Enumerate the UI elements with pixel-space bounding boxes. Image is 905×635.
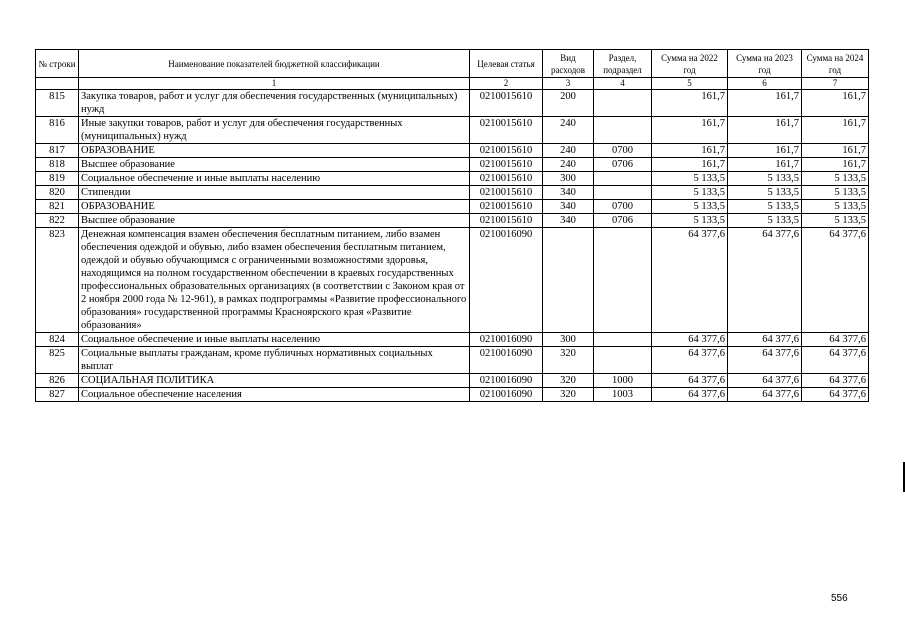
cell-sum-2022: 64 377,6 — [652, 374, 728, 388]
cell-sum-2022: 64 377,6 — [652, 388, 728, 402]
table-row — [36, 214, 869, 228]
cell-expense-type: 340 — [543, 214, 594, 228]
cell-sum-2024: 64 377,6 — [802, 347, 869, 374]
cell-expense-type: 240 — [543, 158, 594, 172]
cell-indicator-name: Социальное обеспечение и иные выплаты населению — [79, 333, 470, 347]
cell-row-number: 827 — [36, 388, 79, 402]
cell-expense-type: 300 — [543, 333, 594, 347]
cell-sum-2024: 161,7 — [802, 158, 869, 172]
table-row — [36, 228, 869, 333]
cell-indicator-name: Социальные выплаты гражданам, кроме публичных нормативных социальных выплат — [79, 347, 470, 374]
column-number-row — [36, 78, 869, 90]
cell-expense-type: 340 — [543, 186, 594, 200]
cell-row-number: 820 — [36, 186, 79, 200]
cell-target-article: 0210015610 — [470, 144, 543, 158]
cell-sum-2024: 5 133,5 — [802, 214, 869, 228]
cell-indicator-name: Иные закупки товаров, работ и услуг для обеспечения государственных (муниципальных) нужд — [79, 117, 470, 144]
cell-sum-2022: 64 377,6 — [652, 228, 728, 333]
cell-target-article: 0210016090 — [470, 374, 543, 388]
cell-target-article: 0210015610 — [470, 200, 543, 214]
cell-sum-2024: 5 133,5 — [802, 200, 869, 214]
cell-section: 0706 — [594, 214, 652, 228]
col-number: 7 — [802, 78, 869, 90]
cell-section: 0700 — [594, 144, 652, 158]
table-body — [36, 90, 869, 402]
col-header-expense-type: Вид расходов — [543, 50, 594, 78]
col-header-sum-2023: Сумма на 2023 год — [728, 50, 802, 78]
cell-sum-2023: 161,7 — [728, 90, 802, 117]
cell-sum-2023: 5 133,5 — [728, 214, 802, 228]
cell-indicator-name: ОБРАЗОВАНИЕ — [79, 144, 470, 158]
cell-sum-2023: 161,7 — [728, 144, 802, 158]
cell-expense-type: 320 — [543, 388, 594, 402]
table-row — [36, 333, 869, 347]
cell-target-article: 0210016090 — [470, 347, 543, 374]
cell-target-article: 0210016090 — [470, 228, 543, 333]
col-number: 2 — [470, 78, 543, 90]
cell-section: 0706 — [594, 158, 652, 172]
table-row — [36, 200, 869, 214]
budget-table — [35, 49, 869, 402]
cell-section — [594, 90, 652, 117]
cell-target-article: 0210015610 — [470, 172, 543, 186]
cell-sum-2023: 5 133,5 — [728, 200, 802, 214]
cell-sum-2024: 161,7 — [802, 144, 869, 158]
header-row — [36, 50, 869, 78]
cell-indicator-name: Закупка товаров, работ и услуг для обеспечения государственных (муниципальных) нужд — [79, 90, 470, 117]
table-row — [36, 144, 869, 158]
cell-sum-2024: 161,7 — [802, 90, 869, 117]
cell-target-article: 0210015610 — [470, 214, 543, 228]
cell-expense-type: 320 — [543, 347, 594, 374]
cell-target-article: 0210015610 — [470, 90, 543, 117]
cell-sum-2023: 5 133,5 — [728, 186, 802, 200]
cell-row-number: 815 — [36, 90, 79, 117]
col-header-name: Наименование показателей бюджетной классификации — [79, 50, 470, 78]
cell-sum-2023: 64 377,6 — [728, 333, 802, 347]
col-header-row-number: № строки — [36, 50, 79, 78]
cell-expense-type: 300 — [543, 172, 594, 186]
table-row — [36, 374, 869, 388]
cell-indicator-name: Стипендии — [79, 186, 470, 200]
cell-indicator-name: Социальное обеспечение населения — [79, 388, 470, 402]
cell-row-number: 826 — [36, 374, 79, 388]
cell-sum-2022: 161,7 — [652, 144, 728, 158]
cell-section — [594, 172, 652, 186]
cell-sum-2024: 5 133,5 — [802, 172, 869, 186]
cell-sum-2023: 64 377,6 — [728, 347, 802, 374]
cell-section: 1003 — [594, 388, 652, 402]
cell-sum-2023: 64 377,6 — [728, 228, 802, 333]
cell-row-number: 821 — [36, 200, 79, 214]
col-header-target: Целевая статья — [470, 50, 543, 78]
cell-section — [594, 186, 652, 200]
cell-sum-2022: 64 377,6 — [652, 333, 728, 347]
cell-indicator-name: Денежная компенсация взамен обеспечения бесплатным питанием, либо взамен обеспечения одеждой и обувью, либо взамен обеспечения бесплатным питанием, одеждой и обувью обучающимся с ограниченными возможностями здоровья, находящимся на полном государственном обеспечении в краевых государственных профессиональных образовательных организациях (в соответствии с Законом края от 2 ноября 2000 года № 12-961), в рамках подпрограммы «Развитие профессионального образования» государственной программы Красноярского края «Развитие образования» — [79, 228, 470, 333]
cell-expense-type: 200 — [543, 90, 594, 117]
table-row — [36, 172, 869, 186]
cell-sum-2022: 5 133,5 — [652, 214, 728, 228]
cell-target-article: 0210016090 — [470, 333, 543, 347]
cell-expense-type: 340 — [543, 200, 594, 214]
cell-sum-2022: 5 133,5 — [652, 200, 728, 214]
cell-row-number: 817 — [36, 144, 79, 158]
cell-sum-2023: 5 133,5 — [728, 172, 802, 186]
cell-row-number: 818 — [36, 158, 79, 172]
cell-target-article: 0210015610 — [470, 158, 543, 172]
cell-sum-2023: 161,7 — [728, 158, 802, 172]
cell-section — [594, 333, 652, 347]
cell-row-number: 824 — [36, 333, 79, 347]
cell-section — [594, 117, 652, 144]
col-header-sum-2024: Сумма на 2024 год — [802, 50, 869, 78]
col-number: 5 — [652, 78, 728, 90]
cell-sum-2022: 161,7 — [652, 158, 728, 172]
cell-sum-2022: 161,7 — [652, 117, 728, 144]
col-number: 6 — [728, 78, 802, 90]
cell-sum-2022: 5 133,5 — [652, 186, 728, 200]
cell-sum-2022: 161,7 — [652, 90, 728, 117]
cell-sum-2024: 5 133,5 — [802, 186, 869, 200]
cell-sum-2022: 5 133,5 — [652, 172, 728, 186]
cell-indicator-name: Высшее образование — [79, 214, 470, 228]
cell-indicator-name: Высшее образование — [79, 158, 470, 172]
cell-expense-type — [543, 228, 594, 333]
cell-sum-2024: 64 377,6 — [802, 388, 869, 402]
cell-target-article: 0210016090 — [470, 388, 543, 402]
cell-section: 0700 — [594, 200, 652, 214]
table-row — [36, 158, 869, 172]
col-number: 4 — [594, 78, 652, 90]
cell-sum-2023: 64 377,6 — [728, 374, 802, 388]
cell-row-number: 825 — [36, 347, 79, 374]
col-header-sum-2022: Сумма на 2022 год — [652, 50, 728, 78]
cell-target-article: 0210015610 — [470, 117, 543, 144]
table-row — [36, 117, 869, 144]
cell-sum-2022: 64 377,6 — [652, 347, 728, 374]
cell-row-number: 819 — [36, 172, 79, 186]
table-row — [36, 90, 869, 117]
col-header-section: Раздел, подраздел — [594, 50, 652, 78]
cell-sum-2023: 161,7 — [728, 117, 802, 144]
cell-sum-2024: 161,7 — [802, 117, 869, 144]
cell-row-number: 822 — [36, 214, 79, 228]
cell-target-article: 0210015610 — [470, 186, 543, 200]
cell-sum-2024: 64 377,6 — [802, 374, 869, 388]
cell-section — [594, 347, 652, 374]
cell-indicator-name: СОЦИАЛЬНАЯ ПОЛИТИКА — [79, 374, 470, 388]
cell-expense-type: 240 — [543, 117, 594, 144]
cell-sum-2024: 64 377,6 — [802, 228, 869, 333]
cell-sum-2024: 64 377,6 — [802, 333, 869, 347]
cell-row-number: 823 — [36, 228, 79, 333]
page-number: 556 — [831, 593, 848, 604]
cell-section — [594, 228, 652, 333]
cell-indicator-name: ОБРАЗОВАНИЕ — [79, 200, 470, 214]
col-number: 1 — [79, 78, 470, 90]
cell-row-number: 816 — [36, 117, 79, 144]
table-row — [36, 347, 869, 374]
col-number — [36, 78, 79, 90]
cell-section: 1000 — [594, 374, 652, 388]
table-row — [36, 388, 869, 402]
cell-indicator-name: Социальное обеспечение и иные выплаты населению — [79, 172, 470, 186]
cell-sum-2023: 64 377,6 — [728, 388, 802, 402]
cell-expense-type: 240 — [543, 144, 594, 158]
table-row — [36, 186, 869, 200]
cell-expense-type: 320 — [543, 374, 594, 388]
col-number: 3 — [543, 78, 594, 90]
